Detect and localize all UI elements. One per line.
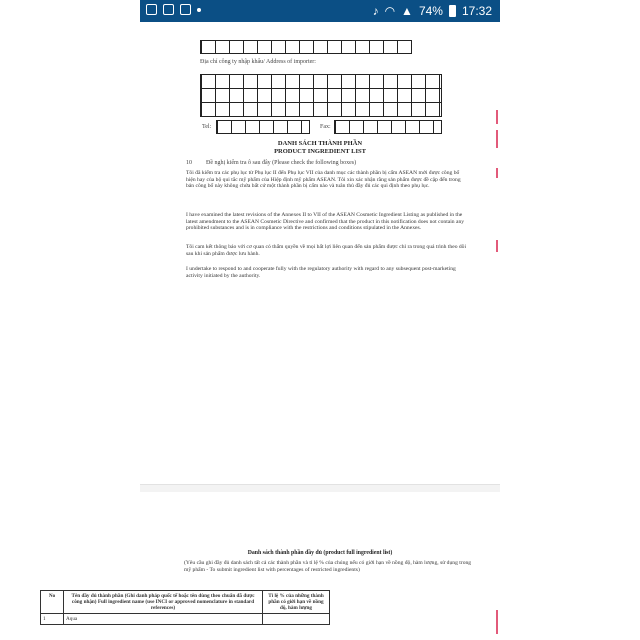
redacted-tel xyxy=(216,120,310,134)
more-notifications-icon xyxy=(197,8,201,12)
col-no-header: No xyxy=(41,591,64,614)
col-name-header: Tên đầy đủ thành phần (Ghi danh pháp quốc tế hoặc tên dùng theo chuẩn đã được công nhận) Full ingredient name (use INCI or approved nomenclature in standard references) xyxy=(64,591,263,614)
redacted-address-line-1 xyxy=(200,74,442,89)
security-icon xyxy=(180,4,191,15)
row-pct xyxy=(263,614,330,625)
redacted-address-line-3 xyxy=(200,102,442,117)
scan-mark xyxy=(496,130,498,148)
scan-mark xyxy=(496,610,498,634)
row-name: Aqua xyxy=(64,614,263,625)
col-pct-header: Tỉ lệ % của những thành phần có giới hạn về nồng độ, hàm lượng xyxy=(263,591,330,614)
scan-mark xyxy=(496,240,498,252)
battery-percent: 74% xyxy=(418,4,443,18)
declaration-vn: Tôi đã kiểm tra các phụ lục từ Phụ lục II đến Phụ lục VII của danh mục các thành phần bị cấm ASEAN mới được công bố hiện hay của bộ qui tắc mỹ phẩm của Hiệp định mỹ phẩm ASEAN. Tôi xin xác nhận rằng sản phẩm được đề cập đến trong bản công bố này không chứa bất cứ một thành phần bị cấm nào và tuân thủ đầy đủ các qui định theo phụ lục. xyxy=(186,170,461,190)
redacted-company-name xyxy=(200,40,412,54)
app-notification-icon xyxy=(163,4,174,15)
wifi-icon: ◠ xyxy=(384,4,396,18)
table-row xyxy=(41,614,330,625)
tel-label: Tel: xyxy=(202,124,212,130)
table-header-row xyxy=(41,591,330,614)
redacted-address-line-2 xyxy=(200,88,442,103)
redacted-fax xyxy=(334,120,442,134)
system-indicators xyxy=(373,4,492,18)
fax-label: Fax: xyxy=(320,124,331,130)
item-label: Đề nghị kiểm tra ô sau đây (Please check the following boxes) xyxy=(206,160,357,166)
undertaking-en: I undertake to respond to and cooperate fully with the regulatory authority with regard to any subsequent post-marketing activity initiated by the authority. xyxy=(186,266,456,279)
title-en: PRODUCT INGREDIENT LIST xyxy=(274,148,366,155)
item-number: 10 xyxy=(186,160,192,166)
mute-icon: ♪ xyxy=(372,4,379,18)
declaration-en: I have examined the latest revisions of the Annexes II to VII of the ASEAN Cosmetic Ingredient Listing as published in the latest amendment to the ASEAN Cosmetic Directive and confirmed that the product in this notification does not contain any prohibited substances and is in compliance with the restrictions and conditions stipulated in the Annexes. xyxy=(186,212,465,232)
signal-icon: ▲ xyxy=(401,4,413,18)
address-label: Địa chỉ công ty nhập khẩu/ Address of importer: xyxy=(200,59,316,65)
battery-icon xyxy=(449,5,456,17)
row-no: 1 xyxy=(41,614,64,625)
clock: 17:32 xyxy=(461,4,492,18)
undertaking-vn: Tôi cam kết thông báo với cơ quan có thẩm quyền về mọi bất lợi liên quan đến sản phẩm được chỉ ra trong quá trình theo dõi sau khi sản phẩm được lưu hành. xyxy=(186,244,467,257)
notification-icons xyxy=(146,4,201,15)
ingredient-table xyxy=(40,590,330,625)
status-bar xyxy=(140,0,500,22)
gallery-icon xyxy=(146,4,157,15)
document-page-1 xyxy=(140,22,500,484)
title-vn: DANH SÁCH THÀNH PHẦN xyxy=(277,140,363,147)
ingredient-list-heading: Danh sách thành phần đầy đủ (product full ingredient list) xyxy=(247,550,393,556)
scan-mark xyxy=(496,110,498,124)
scan-mark xyxy=(496,168,498,178)
ingredient-list-intro: (Yêu cầu ghi đầy đủ danh sách tất cả các thành phần và tỉ lệ % của chúng nếu có giới hạn về nồng độ, hàm lượng, sử dụng trong mỹ phẩm - To submit ingredient list with percentages of restricted ingredients) xyxy=(184,560,472,573)
